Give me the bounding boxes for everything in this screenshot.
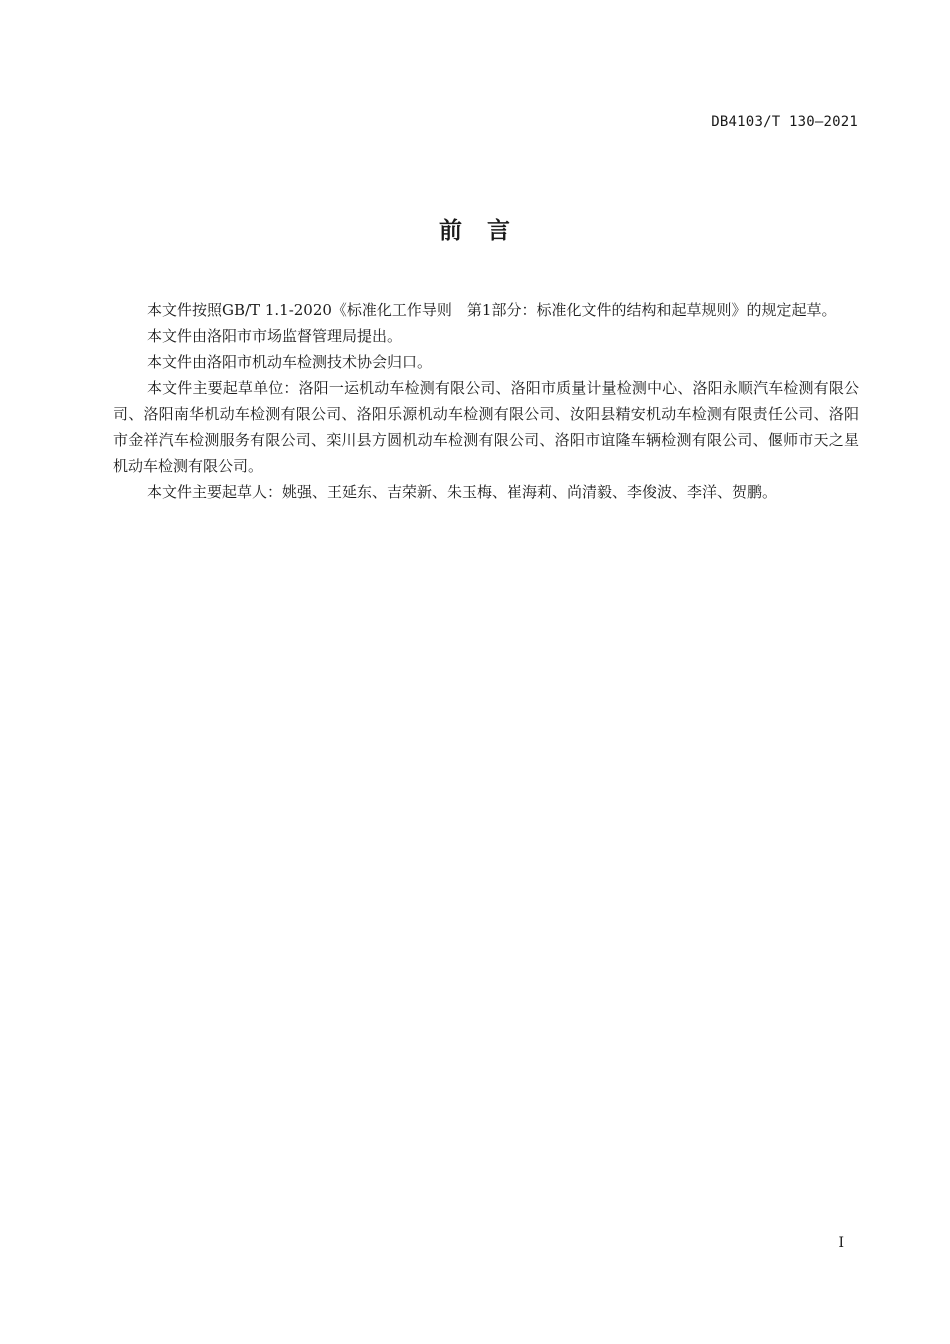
section-title (0, 212, 950, 245)
paragraph-drafters: 本文件主要起草人：姚强、王延东、吉荣新、朱玉梅、崔海莉、尚清毅、李俊波、李洋、贺鹏。 (147, 483, 778, 501)
section-title-char-1: 前 (439, 218, 463, 244)
document-number: DB4103/T 130—2021 (711, 114, 858, 130)
paragraph-proposer: 本文件由洛阳市市场监督管理局提出。 (147, 327, 403, 345)
page-number: I (838, 1235, 844, 1251)
paragraph-centralized-by: 本文件由洛阳市机动车检测技术协会归口。 (147, 353, 433, 371)
paragraph-drafting-units: 本文件主要起草单位：洛阳一运机动车检测有限公司、洛阳市质量计量检测中心、洛阳永顺汽车检测有限公司、洛阳南华机动车检测有限公司、洛阳乐源机动车检测有限公司、汝阳县精安机动车检测有限责任公司、洛阳市金祥汽车检测服务有限公司、栾川县方圆机动车检测有限公司、洛阳市谊隆车辆检测有限公司、偃师市天之星机动车检测有限公司。 (113, 379, 859, 475)
foreword-body (113, 297, 859, 505)
paragraph-drafting-rules: 本文件按照GB/T 1.1-2020《标准化工作导则 第1部分：标准化文件的结构和起草规则》的规定起草。 (147, 301, 837, 319)
section-title-char-2: 言 (487, 218, 511, 244)
